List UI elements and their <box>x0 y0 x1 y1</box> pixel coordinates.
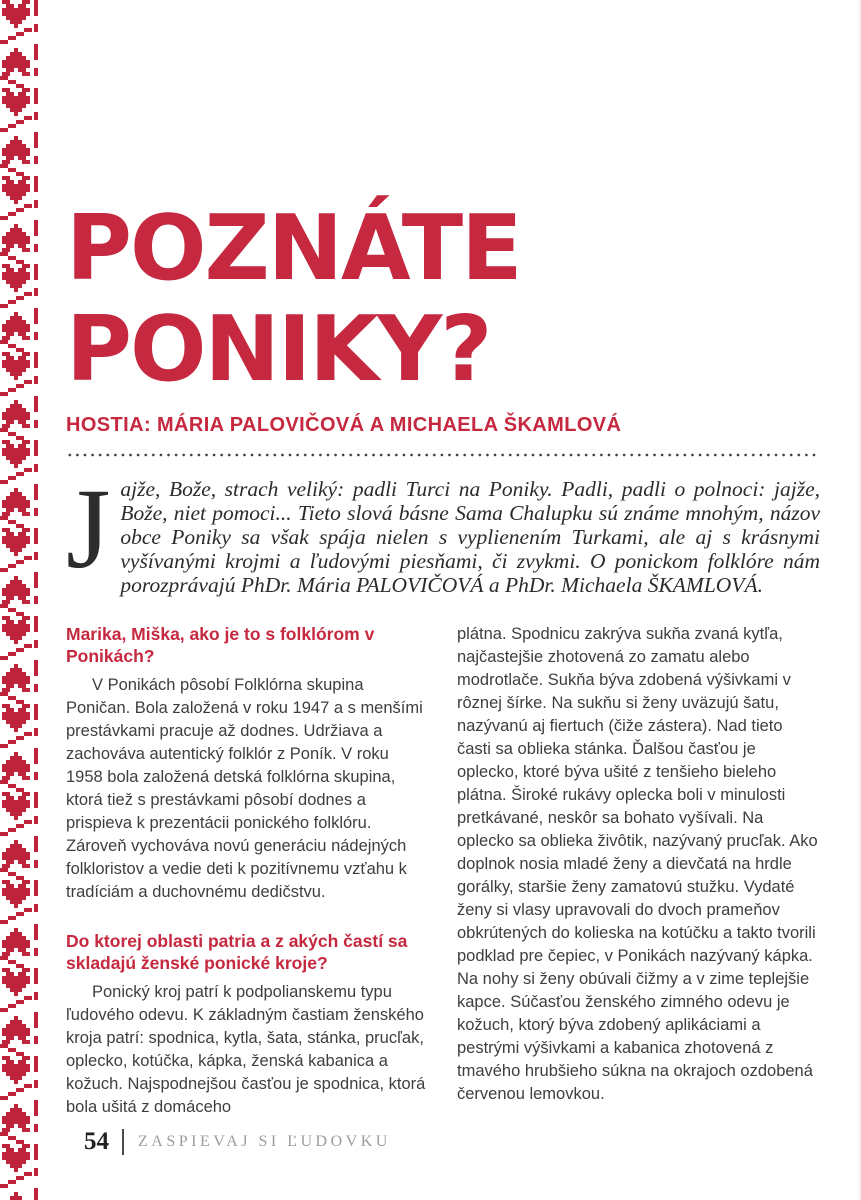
section-heading-1: Marika, Miška, ako je to s folklórom v Ponikách? <box>66 624 375 666</box>
page-title-line-1: POZNÁTE <box>66 196 521 301</box>
column-right <box>457 623 820 1119</box>
page-title <box>66 198 820 400</box>
page-number: 54 <box>84 1128 109 1155</box>
page-title-line-2: PONIKY? <box>66 297 491 402</box>
body-paragraph-3: plátna. Spodnicu zakrýva sukňa zvaná kytľa, najčastejšie zhotovená zo zamatu alebo modrotlače. Sukňa býva zdobená výšivkami v rôznej šírke. Na sukňu si ženy uväzujú šatu, nazývanú aj fiertuch (čiže zástera). Nad tieto časti sa oblieka stánka. Ďalšou časťou je oplecko, ktoré býva ušité z tenšieho bieleho plátna. Široké rukávy oplecka boli v minulosti pretkávané, neskôr sa bohato vyšívali. Na oplecko sa oblieka živôtik, nazývaný prucľak. Ako doplnok nosia mladé ženy a dievčatá na hrdle gorálky, staršie ženy zamatovú stužku. Vydaté ženy si vlasy upravovali do dvoch prameňov obkrútených do kolieska na kotúčku a takto tvorili podklad pre čepiec, v Ponikách nazývaný kápka. Na nohy si ženy obúvali čižmy a v zime teplejšie kapce. Súčasťou ženského zimného odevu je kožuch, ktorý býva zdobený aplikáciami a pestrými výšivkami a kabanica zhotovená z tmavého hrubšieho súkna na okrajoch ozdobená červenou lemovkou. <box>457 625 818 1103</box>
column-left <box>66 623 429 1119</box>
folk-embroidery-border-pattern <box>0 0 40 1200</box>
guests-subtitle: HOSTIA: MÁRIA PALOVIČOVÁ A MICHAELA ŠKAMLOVÁ <box>66 414 622 436</box>
drop-cap: J <box>66 465 111 592</box>
section-heading-2: Do ktorej oblasti patria a z akých častí sa skladajú ženské ponické kroje? <box>66 931 408 973</box>
intro-text: ajže, Bože, strach veliký: padli Turci na Poniky. Padli, padli o polnoci: jajže, Bože, niet pomoci... Tieto slová básne Sama Chalupku sú známe mnohým, názov obce Poniky sa však spája nielen s vyplienením Turkami, ale aj s krásnymi vyšívanými krojmi a ľudovými piesňami, či zvykmi. O ponickom folklóre nám porozprávajú PhDr. Mária PALOVIČOVÁ a PhDr. Michaela ŠKAMLOVÁ. <box>120 477 820 597</box>
magazine-title: ZASPIEVAJ SI ĽUDOVKU <box>138 1133 391 1150</box>
article-content <box>66 0 820 1119</box>
page-footer <box>84 1128 391 1156</box>
title-block <box>66 198 820 437</box>
footer-divider <box>122 1129 124 1155</box>
body-paragraph-1: V Ponikách pôsobí Folklórna skupina Poničan. Bola založená v roku 1947 a s menšími prestávkami pracuje až dodnes. Udržiava a zachováva autentický folklór z Poník. V roku 1958 bola založená detská folklórna skupina, ktorá tiež s prestávkami pôsobí dodnes a prispieva k prezentácii ponického folklóru. Zároveň vychováva novú generáciu nádejných folkloristov a vedie deti k pozitívnemu vzťahu k tradíciám a duchovnému dedičstvu. <box>66 676 423 901</box>
intro-paragraph <box>66 465 820 597</box>
two-column-body <box>66 623 820 1119</box>
dotted-separator <box>66 453 820 457</box>
body-paragraph-2: Ponický kroj patrí k podpolianskemu typu ľudového odevu. K základným častiam ženského kroja patrí: spodnica, kytla, šata, stánka, prucľak, oplecko, kotúčka, kápka, ženská kabanica a kožuch. Najspodnejšou časťou je spodnica, ktorá bola ušitá z domáceho <box>66 983 426 1116</box>
